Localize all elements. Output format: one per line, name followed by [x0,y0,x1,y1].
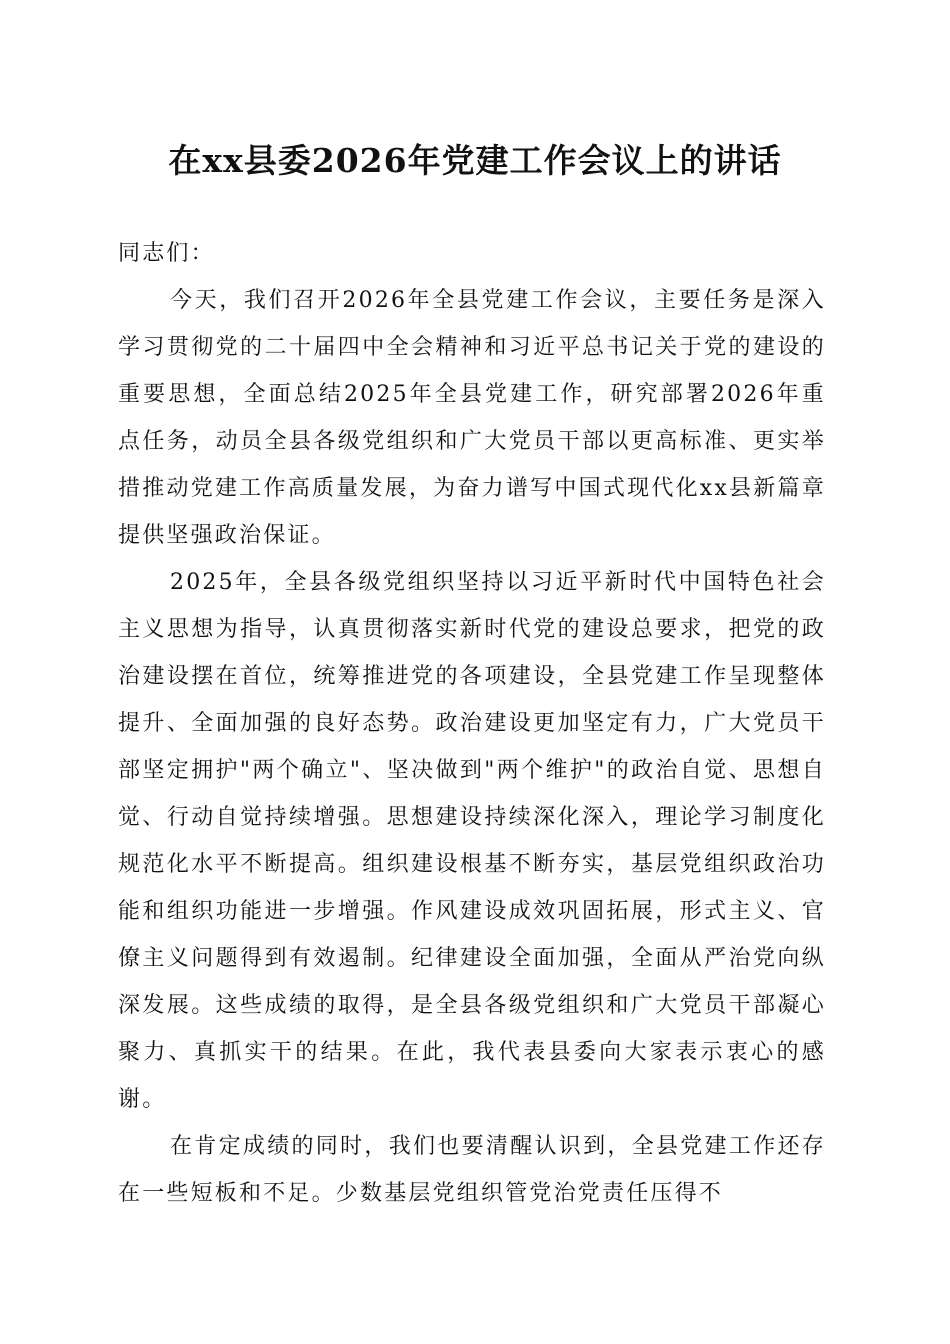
salutation: 同志们： [118,241,215,266]
document-body [118,230,826,1217]
paragraph-1: 今天，我们召开2026年全县党建工作会议，主要任务是深入学习贯彻党的二十届四中全会精神和习近平总书记关于党的建设的重要思想，全面总结2025年全县党建工作，研究部署2026年重点任务，动员全县各级党组织和广大党员干部以更高标准、更实举措推动党建工作高质量发展，为奋力谱写中国式现代化xx县新篇章提供坚强政治保证。 [118,288,826,548]
document-title: 在xx县委2026年党建工作会议上的讲话 [168,141,782,180]
paragraph-2: 2025年，全县各级党组织坚持以习近平新时代中国特色社会主义思想为指导，认真贯彻落实新时代党的建设总要求，把党的政治建设摆在首位，统筹推进党的各项建设，全县党建工作呈现整体提升、全面加强的良好态势。政治建设更加坚定有力，广大党员干部坚定拥护"两个确立"、坚决做到"两个维护"的政治自觉、思想自觉、行动自觉持续增强。思想建设持续深化深入，理论学习制度化规范化水平不断提高。组织建设根基不断夯实，基层党组织政治功能和组织功能进一步增强。作风建设成效巩固拓展，形式主义、官僚主义问题得到有效遏制。纪律建设全面加强，全面从严治党向纵深发展。这些成绩的取得，是全县各级党组织和广大党员干部凝心聚力、真抓实干的结果。在此，我代表县委向大家表示衷心的感谢。 [118,570,826,1112]
paragraph-3: 在肯定成绩的同时，我们也要清醒认识到，全县党建工作还存在一些短板和不足。少数基层党组织管党治党责任压得不 [118,1134,826,1206]
